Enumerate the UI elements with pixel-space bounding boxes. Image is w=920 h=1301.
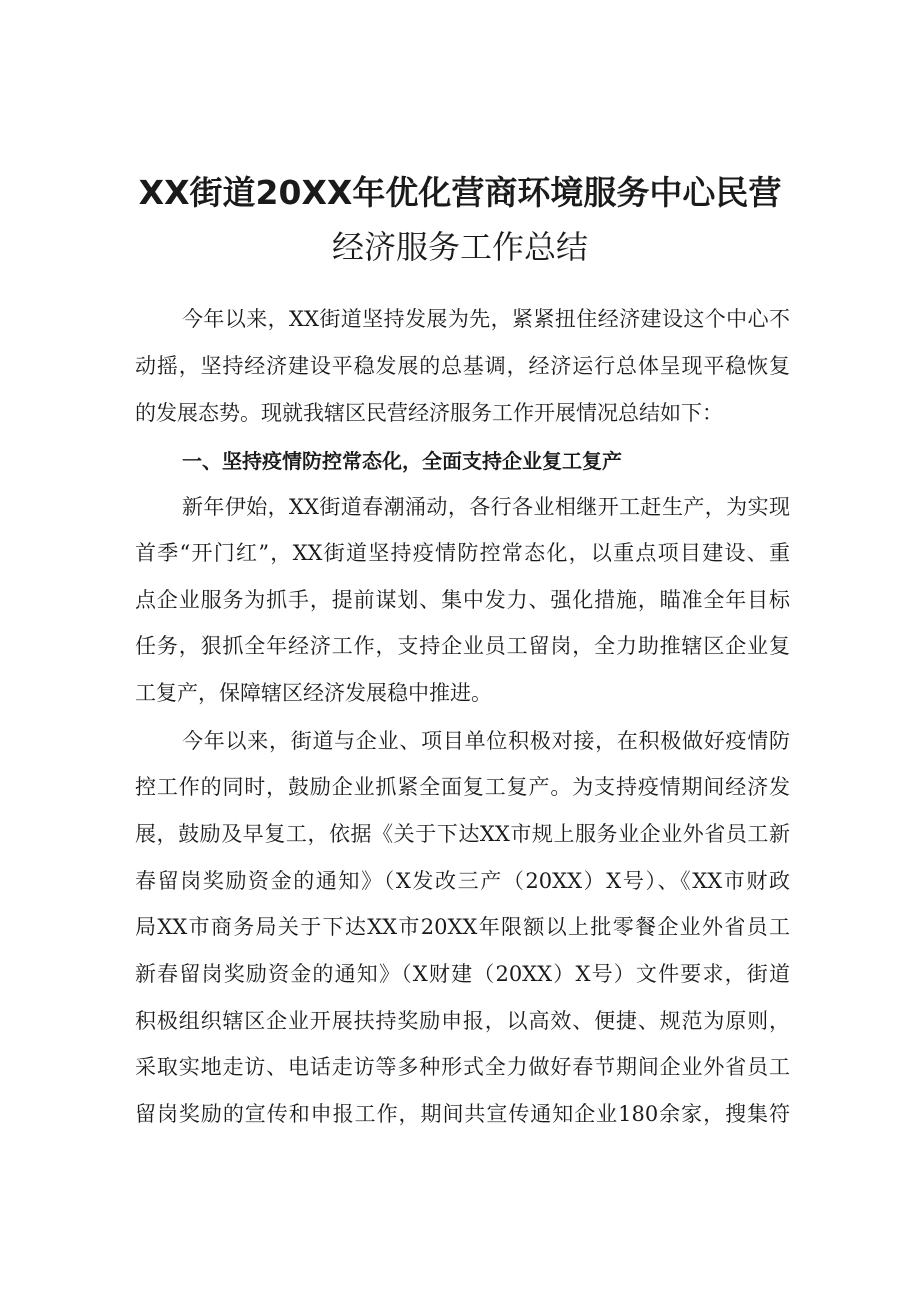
paragraph-3-line-7: 积极组织辖区企业开展扶持奖励申报，以高效、便捷、规范为原则， — [135, 1009, 790, 1033]
paragraph-3-line-5: 局XX市商务局关于下达XX市20XX年限额以上批零餐企业外省员工 — [135, 915, 790, 939]
paragraph-1-line-2: 动摇，坚持经济建设平稳发展的总基调，经济运行总体呈现平稳恢复 — [135, 354, 790, 378]
paragraph-2-line-4: 任务，狠抓全年经济工作，支持企业员工留岗，全力助推辖区企业复 — [135, 634, 790, 658]
paragraph-3-line-9: 留岗奖励的宣传和申报工作，期间共宣传通知企业180余家，搜集符 — [135, 1102, 790, 1126]
paragraph-1-line-3: 的发展态势。现就我辖区民营经济服务工作开展情况总结如下： — [135, 401, 723, 425]
section-heading-1: 一、坚持疫情防控常态化，全面支持企业复工复产 — [182, 449, 622, 473]
paragraph-3-line-3: 展，鼓励及早复工，依据《关于下达XX市规上服务业企业外省员工新 — [135, 822, 790, 846]
paragraph-3-line-6: 新春留岗奖励资金的通知》（X财建（20XX）X号）文件要求，街道 — [135, 962, 790, 986]
paragraph-3-line-8: 采取实地走访、电话走访等多种形式全力做好春节期间企业外省员工 — [135, 1055, 790, 1079]
paragraph-1-line-1: 今年以来，XX街道坚持发展为先，紧紧扭住经济建设这个中心不 — [182, 307, 790, 331]
paragraph-2-line-2: 首季“开门红”，XX街道坚持疫情防控常态化，以重点项目建设、重 — [135, 541, 790, 565]
paragraph-3-line-1: 今年以来，街道与企业、项目单位积极对接，在积极做好疫情防 — [182, 729, 790, 753]
document-title-line-1: XX街道20XX年优化营商环境服务中心民营 — [138, 173, 782, 212]
paragraph-2-line-3: 点企业服务为抓手，提前谋划、集中发力、强化措施，瞄准全年目标 — [135, 588, 790, 612]
document-title-line-2: 经济服务工作总结 — [331, 228, 588, 266]
paragraph-2-line-1: 新年伊始，XX街道春潮涌动，各行各业相继开工赶生产，为实现 — [182, 495, 790, 519]
paragraph-3-line-2: 控工作的同时，鼓励企业抓紧全面复工复产。为支持疫情期间经济发 — [135, 775, 790, 799]
paragraph-2-line-5: 工复产，保障辖区经济发展稳中推进。 — [135, 681, 492, 705]
paragraph-3-line-4: 春留岗奖励资金的通知》（X发改三产（20XX）X号）、《XX市财政 — [135, 869, 790, 893]
